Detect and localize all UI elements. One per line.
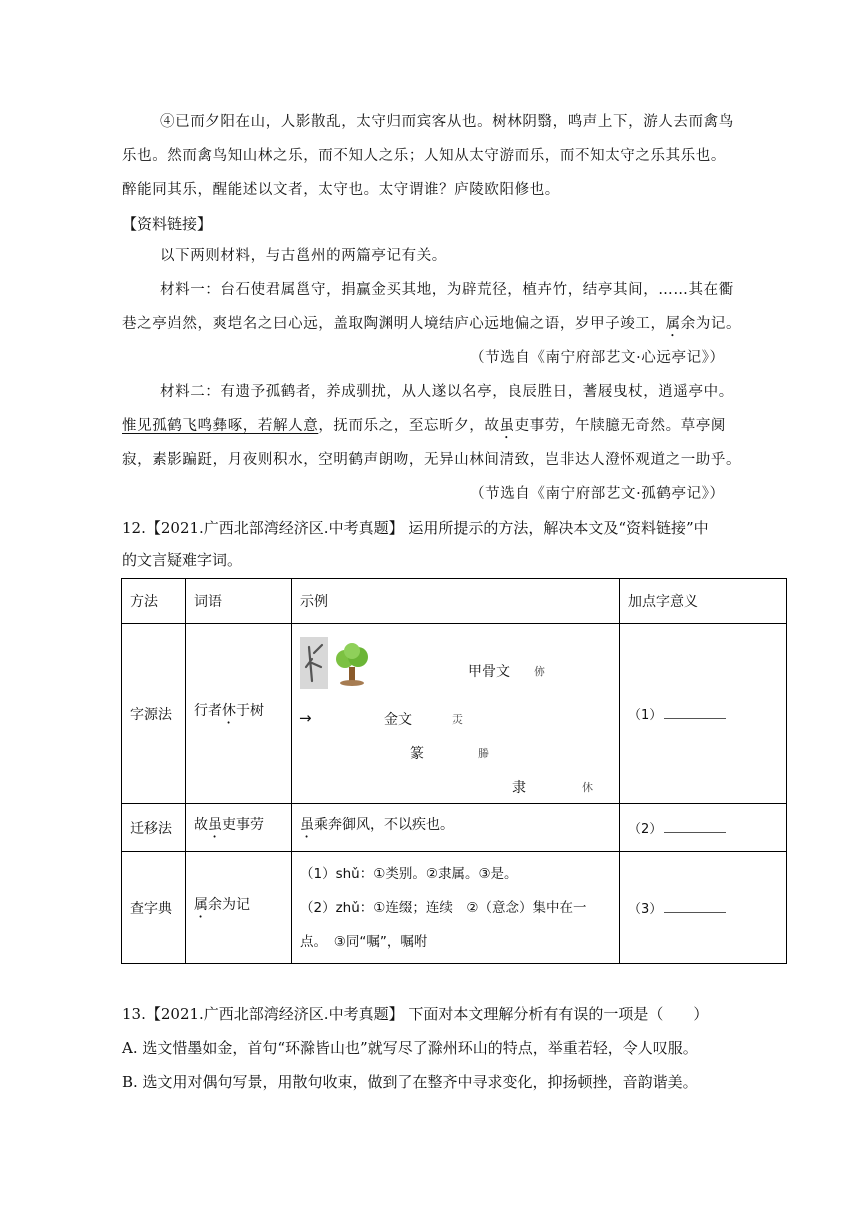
word-cell: 故虽吏事劳 <box>186 804 292 852</box>
oracle-glyph: 㑊 <box>534 664 545 678</box>
table-header: 词语 <box>186 579 292 624</box>
table-row <box>122 804 787 852</box>
passage-line: 乐也。然而禽鸟知山林之乐，而不知人之乐；人知从太守游而乐，而不知太守之乐其乐也。 <box>122 148 726 164</box>
answer-cell: （2） <box>620 804 787 852</box>
arrow-icon: → <box>299 708 312 727</box>
dictionary-entry: 点。 ③同“嘱”，嘱咐 <box>300 933 428 950</box>
table-header: 方法 <box>122 579 186 624</box>
link-intro: 以下两则材料，与古邕州的两篇亭记有关。 <box>160 248 447 264</box>
method-cell: 查字典 <box>122 852 186 964</box>
option-a[interactable]: A. 选文惜墨如金，首句“环滁皆山也”就写尽了滁州环山的特点，举重若轻，令人叹服。 <box>122 1039 698 1057</box>
answer-blank[interactable] <box>664 706 726 719</box>
material-one-line: 材料一：台石使君属邕守，捐赢金买其地，为辟荒径，植卉竹，结亭其间，……其在衢 <box>160 282 734 298</box>
table-header: 示例 <box>292 579 620 624</box>
method-cell: 迁移法 <box>122 804 186 852</box>
section-heading: 【资料链接】 <box>122 215 213 233</box>
question-12-stem: 12.【2021.广西北部湾经济区.中考真题】 运用所提示的方法，解决本文及“资料链接”中 <box>122 519 709 537</box>
oracle-label: 甲骨文 <box>468 663 510 680</box>
answer-cell: （1） <box>620 624 787 804</box>
example-cell: 虽乘奔御风，不以疾也。 <box>292 804 620 852</box>
table-header: 加点字意义 <box>620 579 787 624</box>
answer-blank[interactable] <box>664 820 726 833</box>
dotted-char: 虽 <box>499 418 515 434</box>
method-cell: 字源法 <box>122 624 186 804</box>
passage-line: ④已而夕阳在山，人影散乱，太守归而宾客从也。树林阴翳，鸣声上下，游人去而禽鸟 <box>160 114 734 130</box>
material-two-source: （节选自《南宁府部艺文·孤鹤亭记》） <box>470 486 725 502</box>
clerical-label: 隶 <box>512 779 526 796</box>
dictionary-entry: （1）shǔ：①类别。②隶属。③是。 <box>300 865 518 882</box>
dictionary-entry: （2）zhǔ：①连缀；连续 ②（意念）集中在一 <box>300 899 587 916</box>
question-13-stem: 13.【2021.广西北部湾经济区.中考真题】 下面对本文理解分析有有误的一项是（ ） <box>122 1005 709 1023</box>
seal-label: 篆 <box>410 745 424 762</box>
tree-icon <box>334 643 370 687</box>
material-two-line: 寂，素影蹁跹，月夜则积水，空明鹤声朗吻，无异山林间清致，岂非达人澄怀观道之一助乎。 <box>122 452 742 468</box>
material-two-line: 惟见孤鹤飞鸣彝啄，若解人意，抚而乐之，至忘昕夕，故虽吏事劳，午牍臆无奇然。草亭阒 <box>122 418 727 434</box>
answer-cell: （3） <box>620 852 787 964</box>
dotted-char: 虽 <box>208 817 222 833</box>
question-12-stem: 的文言疑难字词。 <box>122 551 243 569</box>
example-cell <box>292 852 620 964</box>
option-b[interactable]: B. 选文用对偶句写景，用散句收束，做到了在整齐中寻求变化，抑扬顿挫，音韵谐美。 <box>122 1073 698 1091</box>
dotted-char: 虽 <box>300 817 314 833</box>
underlined-sentence: 惟见孤鹤飞鸣彝啄，若解人意 <box>122 418 319 434</box>
word-cell: 行者休于树 <box>186 624 292 804</box>
dotted-char: 属 <box>665 316 681 332</box>
table-row <box>122 852 787 964</box>
oracle-bone-image <box>300 637 328 689</box>
clerical-glyph: 休 <box>582 780 593 794</box>
material-one-line: 巷之亭岿然，爽垲名之曰心远，盖取陶渊明人境结庐心远地偏之语，岁甲子竣工，属余为记。 <box>122 316 742 332</box>
answer-blank[interactable] <box>664 900 726 913</box>
bronze-label: 金文 <box>384 711 412 728</box>
material-two-line: 材料二：有遗予孤鹤者，养成驯扰，从人遂以名亭，良辰胜日，蓍屐曳杖，逍遥亭中。 <box>160 384 734 400</box>
passage-line: 醉能同其乐，醒能述以文者，太守也。太守谓谁？庐陵欧阳修也。 <box>122 182 560 198</box>
seal-glyph: 幐 <box>478 746 489 760</box>
table-header-row <box>122 579 787 624</box>
table-row <box>122 624 787 804</box>
word-cell: 属余为记 <box>186 852 292 964</box>
dotted-char: 休 <box>222 703 236 719</box>
material-one-source: （节选自《南宁府部艺文·心远亭记》） <box>470 350 725 366</box>
dotted-char: 属 <box>194 897 208 913</box>
example-cell <box>292 624 620 804</box>
method-table <box>121 578 787 964</box>
bronze-glyph: 㶣 <box>452 712 463 726</box>
